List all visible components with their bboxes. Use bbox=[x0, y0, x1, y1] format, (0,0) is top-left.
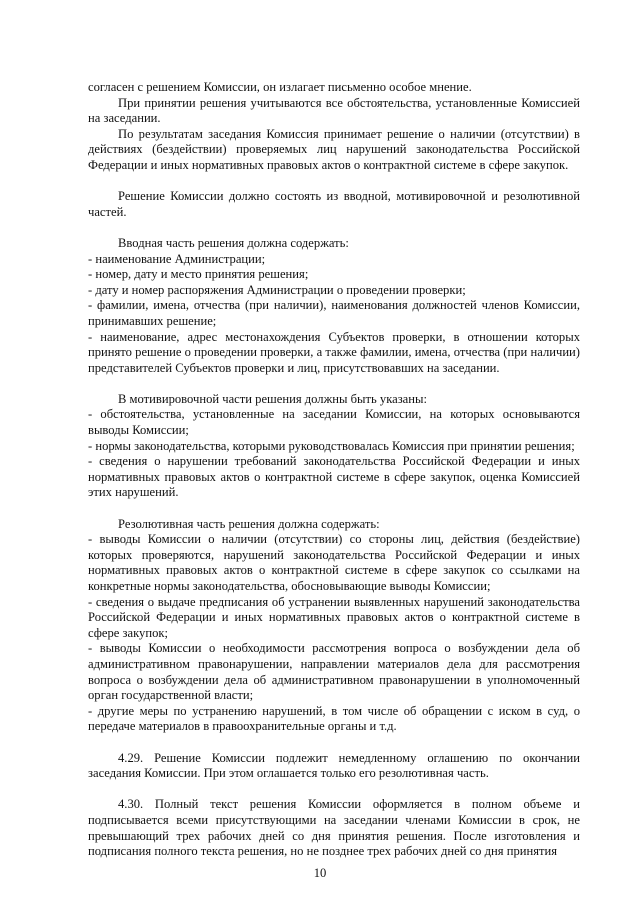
list-item: - номер, дату и место принятия решения; bbox=[88, 267, 309, 282]
introductory-part-heading: Вводная часть решения должна содержать: bbox=[118, 235, 349, 250]
page-body bbox=[88, 80, 580, 860]
paragraph-dissent-opinion: согласен с решением Комиссии, он излагает письменно особое мнение. bbox=[88, 80, 472, 94]
spacer bbox=[88, 501, 580, 517]
list-item: - дату и номер распоряжения Администрации о проведении проверки; bbox=[88, 282, 466, 297]
list-item: - наименование Администрации; bbox=[88, 251, 266, 266]
paragraph-decision-outcome: По результатам заседания Комиссия принимает решение о наличии (отсутствии) в действиях (бездействии) проверяемых лиц нарушений законодательства Российской Федерации и иных нормативных правовых актов о контрактной системе в сфере закупок. bbox=[88, 126, 580, 172]
spacer bbox=[88, 782, 580, 798]
list-item: - наименование, адрес местонахождения Субъектов проверки, в отношении которых принято решение о проведении проверки, а также фамилии, имена, отчества (при наличии) представителей Субъектов проверки и лиц, присутствовавших на заседании. bbox=[88, 329, 580, 375]
list-item: - сведения о выдаче предписания об устранении выявленных нарушений законодательства Российской Федерации и иных нормативных правовых актов о контрактной системе в сфере закупок; bbox=[88, 594, 580, 640]
spacer bbox=[88, 735, 580, 751]
list-item: - выводы Комиссии о необходимости рассмотрения вопроса о возбуждении дела об административном правонарушении, направлении материалов дела для рассмотрения вопроса о возбуждении дела об административном правонарушении в уполномоченный орган государственной власти; bbox=[88, 641, 580, 703]
operative-part-heading: Резолютивная часть решения должна содержать: bbox=[118, 516, 380, 531]
list-item: - фамилии, имена, отчества (при наличии), наименования должностей членов Комиссии, принимавших решение; bbox=[88, 298, 580, 328]
list-item: - обстоятельства, установленные на заседании Комиссии, на которых основываются выводы Комиссии; bbox=[88, 407, 580, 438]
page-number: 10 bbox=[313, 866, 327, 880]
list-item: - сведения о нарушении требований законодательства Российской Федерации и иных нормативных правовых актов о контрактной системе в сфере закупок, оценка Комиссией этих нарушений. bbox=[88, 454, 580, 500]
paragraph-decision-structure: Решение Комиссии должно состоять из вводной, мотивировочной и резолютивной частей. bbox=[88, 189, 580, 219]
spacer bbox=[88, 376, 580, 392]
clause-4-29: 4.29. Решение Комиссии подлежит немедленному оглашению по окончании заседания Комиссии. При этом оглашается только его резолютивная часть. bbox=[88, 750, 580, 781]
list-item: - другие меры по устранению нарушений, в том числе об обращении с иском в суд, о передаче материалов в правоохранительные органы и т.д. bbox=[88, 703, 580, 734]
clause-4-30: 4.30. Полный текст решения Комиссии оформляется в полном объеме и подписывается всеми присутствующими на заседании членами Комиссии в срок, не превышающий трех рабочих дней со дня принятия решения. После изготовления и подписания полного текста решения, но не позднее трех рабочих дней со дня принятия bbox=[88, 797, 580, 859]
list-item: - выводы Комиссии о наличии (отсутствии) со стороны лиц, действия (бездействие) которых проверяются, нарушений законодательства Российской Федерации и иных нормативных правовых актов о контрактной системе в сфере закупок со ссылками на конкретные нормы законодательства, обосновывающие выводы Комиссии; bbox=[88, 532, 580, 593]
list-item: - нормы законодательства, которыми руководствовалась Комиссия при принятии решения; bbox=[88, 438, 575, 453]
spacer bbox=[88, 220, 580, 236]
paragraph-circumstances: При принятии решения учитываются все обстоятельства, установленные Комиссией на заседании. bbox=[88, 95, 580, 126]
spacer bbox=[88, 174, 580, 190]
reasoning-part-heading: В мотивировочной части решения должны быть указаны: bbox=[118, 391, 427, 406]
